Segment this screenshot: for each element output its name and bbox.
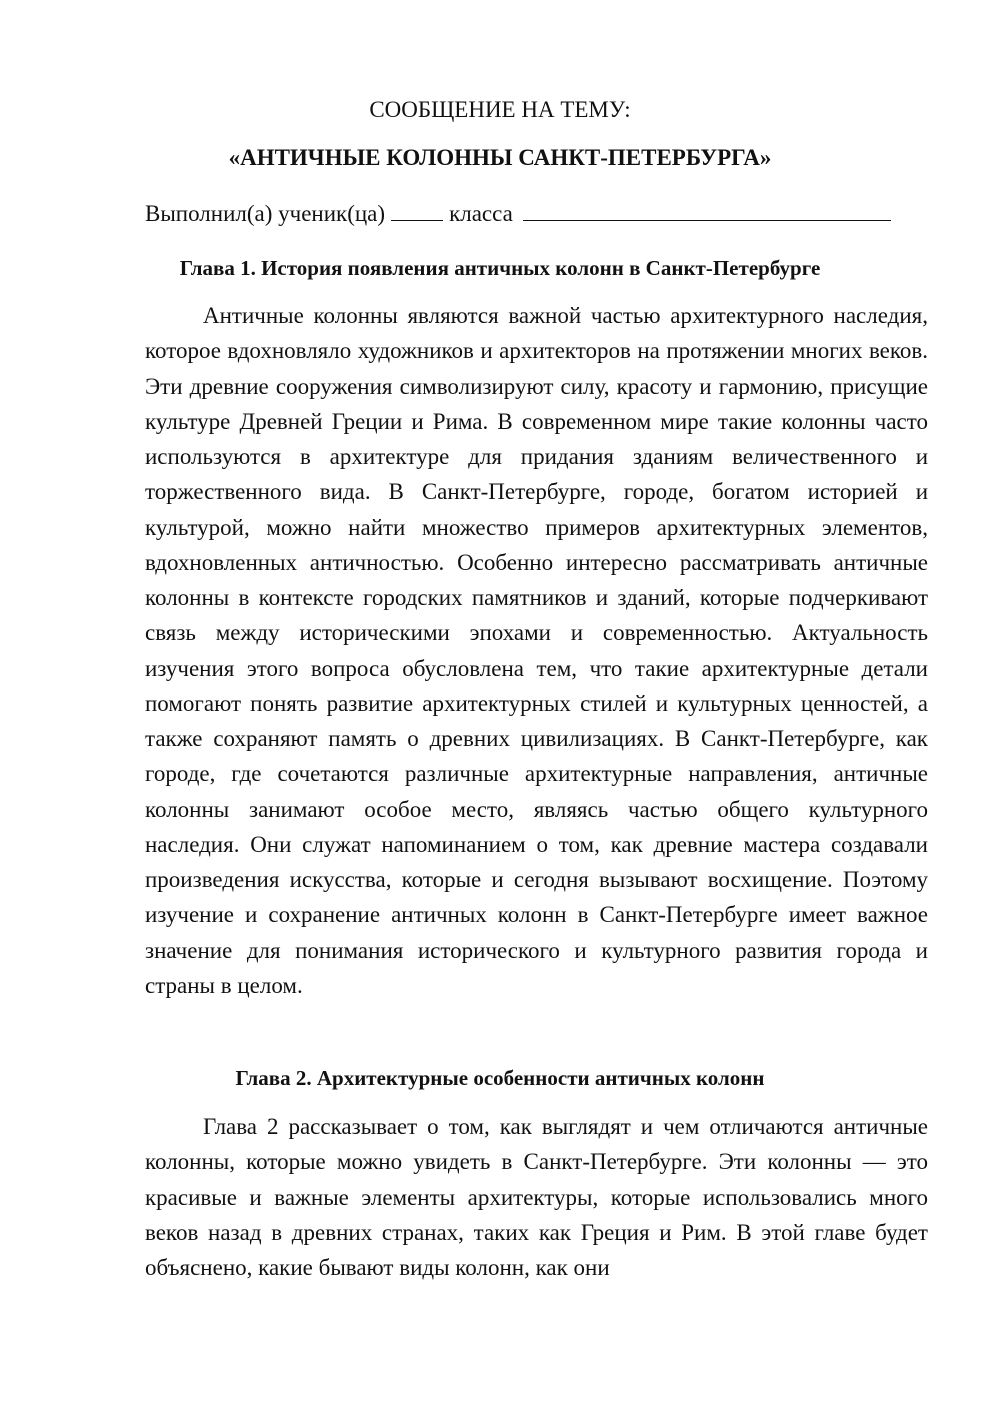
chapter-2-paragraph: Глава 2 рассказывает о том, как выглядят и чем отличаются античные колонны, которые можно увидеть в Санкт-Петербурге. Эти колонны — это красивые и важные элементы архитектуры, которые использовались много веков назад в древних странах, таких как Греция и Рим. В этой главе будет объяснено, какие бывают виды колонн, как они <box>145 1114 928 1280</box>
author-prefix: Выполнил(а) ученик(ца) <box>145 201 386 226</box>
chapter-1-heading: Глава 1. История появления античных колонн в Санкт-Петербурге <box>179 256 821 280</box>
student-name-blank <box>523 198 891 221</box>
chapter-2-heading: Глава 2. Архитектурные особенности античных колонн <box>235 1066 765 1090</box>
class-number-blank <box>391 198 443 221</box>
document-title-line-1: СООБЩЕНИЕ НА ТЕМУ: <box>369 97 631 122</box>
document-title-line-2: «АНТИЧНЫЕ КОЛОННЫ САНКТ-ПЕТЕРБУРГА» <box>228 145 772 170</box>
author-line <box>145 198 935 229</box>
chapter-1-paragraph: Античные колонны являются важной частью архитектурного наследия, которое вдохновляло художников и архитекторов на протяжении многих веков. Эти древние сооружения символизируют силу, красоту и гармонию, присущие культуре Древней Греции и Рима. В современном мире такие колонны часто используются в архитектуре для придания зданиям величественного и торжественного вида. В Санкт-Петербурге, городе, богатом историей и культурой, можно найти множество примеров архитектурных элементов, вдохновленных античностью. Особенно интересно рассматривать античные колонны в контексте городских памятников и зданий, которые подчеркивают связь между историческими эпохами и современностью. Актуальность изучения этого вопроса обусловлена тем, что такие архитектурные детали помогают понять развитие архитектурных стилей и культурных ценностей, а также сохраняют память о древних цивилизациях. В Санкт-Петербурге, как городе, где сочетаются различные архитектурные направления, античные колонны занимают особое место, являясь частью общего культурного наследия. Они служат напоминанием о том, как древние мастера создавали произведения искусства, которые и сегодня вызывают восхищение. Поэтому изучение и сохранение античных колонн в Санкт-Петербурге имеет важное значение для понимания исторического и культурного развития города и страны в целом. <box>145 303 928 998</box>
author-class-word: класса <box>449 201 513 226</box>
